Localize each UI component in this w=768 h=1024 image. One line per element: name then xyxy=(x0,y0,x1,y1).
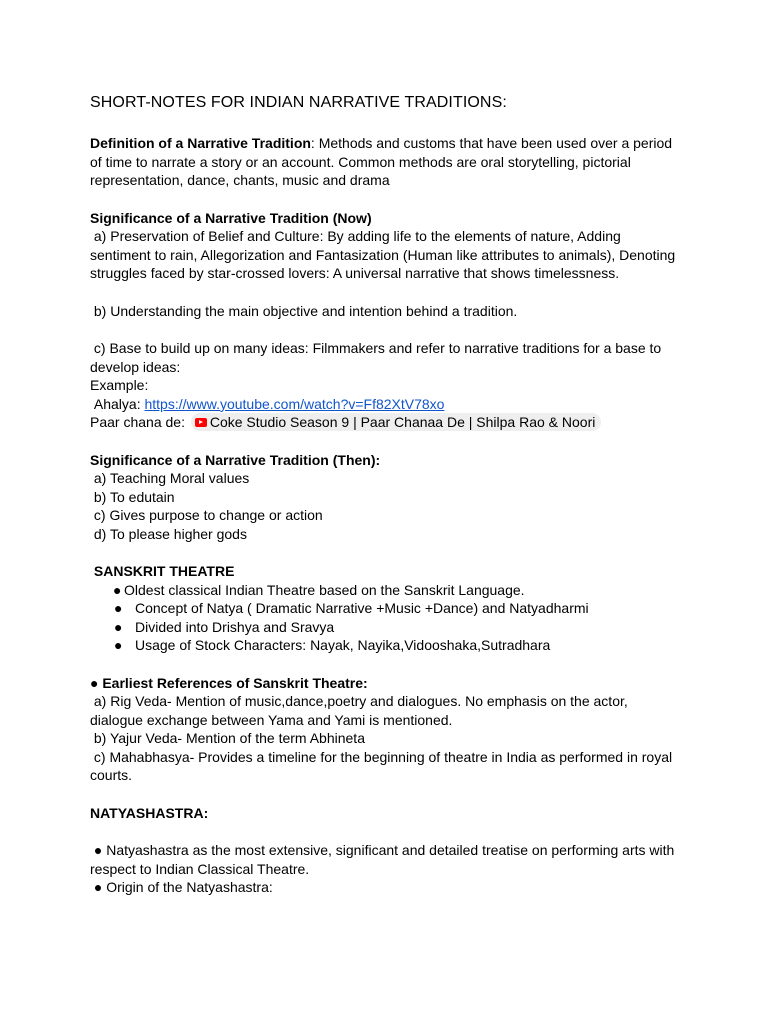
list-item xyxy=(90,581,680,600)
significance-then-item: a) Teaching Moral values xyxy=(90,470,250,486)
definition-paragraph xyxy=(90,134,680,190)
significance-now-c: c) Base to build up on many ideas: Filmmakers and refer to narrative traditions for a base to develop ideas: xyxy=(90,340,666,375)
significance-now-a: a) Preservation of Belief and Culture: By adding life to the elements of nature, Adding sentiment to rain, Allegorization and Fantasization (Human like attributes to animals), Denoting struggles faced by star-crossed lovers: A universal narrative that shows timelessness. xyxy=(90,228,680,281)
definition-text: : Methods and customs that have been used over a period of time to narrate a story or an account. Common methods are oral storytelling, pictorial representation, dance, chants, music and drama xyxy=(90,135,673,188)
list-item-text: Oldest classical Indian Theatre based on the Sanskrit Language. xyxy=(124,581,525,598)
video-smart-chip[interactable] xyxy=(191,413,602,431)
earliest-reference-item: c) Mahabhasya- Provides a timeline for the beginning of theatre in India as performed in royal courts. xyxy=(90,748,676,783)
example-label: Example: xyxy=(90,377,149,393)
list-item-text: Usage of Stock Characters: Nayak, Nayika,Vidooshaka,Sutradhara xyxy=(135,637,551,653)
list-item-text: Divided into Drishya and Sravya xyxy=(135,618,335,635)
significance-now-heading: Significance of a Narrative Tradition (Now) xyxy=(90,209,372,226)
list-item xyxy=(90,599,680,618)
natyashastra-item: ● Natyashastra as the most extensive, significant and detailed treatise on performing arts with respect to Indian Classical Theatre. xyxy=(90,842,679,877)
bullet-icon: ● xyxy=(114,600,123,616)
page-title: SHORT-NOTES FOR INDIAN NARRATIVE TRADITIONS: xyxy=(90,94,507,111)
earliest-reference-item: b) Yajur Veda- Mention of the term Abhineta xyxy=(90,730,365,746)
document-content xyxy=(90,93,680,897)
significance-then-item: d) To please higher gods xyxy=(90,525,247,542)
ahalya-link[interactable]: https://www.youtube.com/watch?v=Ff82XtV78xo xyxy=(144,395,445,412)
bullet-icon: ● xyxy=(113,581,122,598)
earliest-references-heading: ● Earliest References of Sanskrit Theatre: xyxy=(90,674,368,691)
list-item xyxy=(90,618,680,637)
significance-then-heading: Significance of a Narrative Tradition (Then): xyxy=(90,451,381,468)
bullet-icon: ● xyxy=(114,618,123,635)
sanskrit-theatre-heading: SANSKRIT THEATRE xyxy=(90,563,235,579)
significance-then-item: c) Gives purpose to change or action xyxy=(90,507,323,523)
ahalya-label: Ahalya: xyxy=(90,395,145,412)
natyashastra-heading: NATYASHASTRA: xyxy=(90,804,209,821)
significance-now-b: b) Understanding the main objective and intention behind a tradition. xyxy=(90,302,518,319)
bullet-icon: ● xyxy=(114,637,123,653)
sanskrit-theatre-list xyxy=(90,581,680,655)
ahalya-line xyxy=(90,395,680,414)
paar-chana-line xyxy=(90,413,680,432)
natyashastra-item: ● Origin of the Natyashastra: xyxy=(90,879,273,895)
paar-chana-label: Paar chana de: xyxy=(90,414,189,430)
list-item-text: Concept of Natya ( Dramatic Narrative +Music +Dance) and Natyadharmi xyxy=(135,600,589,616)
video-chip-title: Coke Studio Season 9 | Paar Chanaa De | Shilpa Rao & Noori xyxy=(209,414,596,430)
earliest-reference-item: a) Rig Veda- Mention of music,dance,poetry and dialogues. No emphasis on the actor, dialogue exchange between Yama and Yami is mentioned. xyxy=(90,693,632,728)
definition-label: Definition of a Narrative Tradition xyxy=(90,135,311,151)
youtube-icon xyxy=(195,418,207,427)
significance-then-item: b) To edutain xyxy=(90,488,175,505)
list-item xyxy=(90,636,680,655)
